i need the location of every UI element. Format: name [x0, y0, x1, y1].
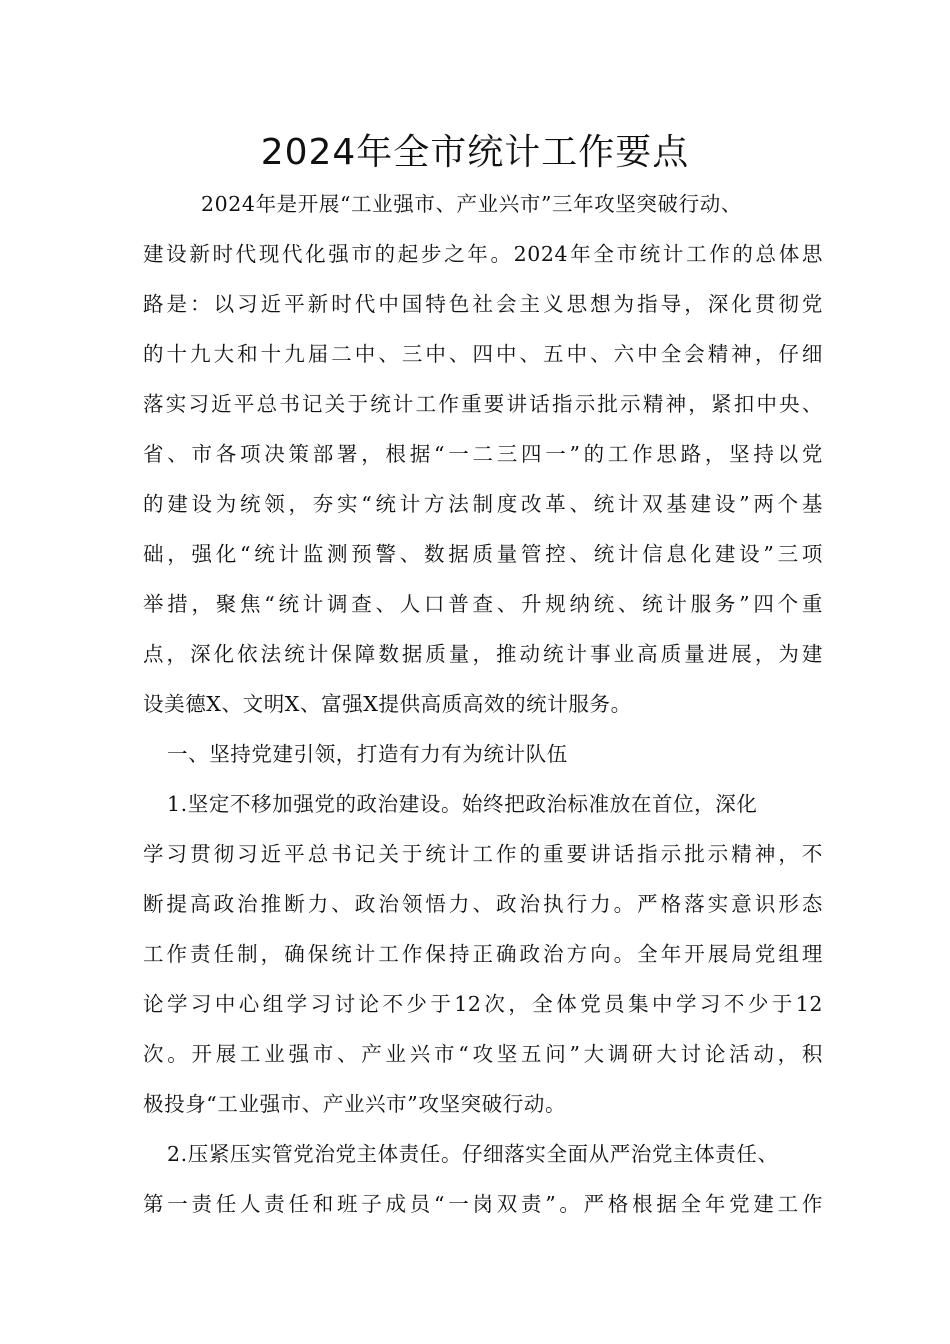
paragraph-line: 1.坚定不移加强党的政治建设。始终把政治标准放在首位，深化	[167, 792, 758, 816]
paragraph-line: 点，深化依法统计保障数据质量，推动统计事业高质量进展，为建	[143, 642, 823, 666]
paragraph-line: 的十九大和十九届二中、三中、四中、五中、六中全会精神，仔细	[143, 342, 823, 366]
paragraph-line: 学习贯彻习近平总书记关于统计工作的重要讲话指示批示精神，不	[143, 842, 823, 866]
paragraph-line: 第一责任人责任和班子成员“一岗双责”。严格根据全年党建工作	[143, 1192, 823, 1216]
paragraph-line: 断提高政治推断力、政治领悟力、政治执行力。严格落实意识形态	[143, 892, 823, 916]
document-body	[143, 179, 823, 1229]
paragraph-line: 落实习近平总书记关于统计工作重要讲话指示批示精神，紧扣中央、	[143, 392, 823, 416]
paragraph-line: 设美德X、文明X、富强X提供高质高效的统计服务。	[143, 692, 632, 716]
paragraph-line: 础，强化“统计监测预警、数据质量管控、统计信息化建设”三项	[143, 542, 823, 566]
paragraph-line: 举措，聚焦“统计调查、人口普查、升规纳统、统计服务”四个重	[143, 592, 823, 616]
paragraph-line: 的建设为统领，夯实“统计方法制度改革、统计双基建设”两个基	[143, 492, 823, 516]
paragraph-line: 极投身“工业强市、产业兴市”攻坚突破行动。	[143, 1092, 567, 1116]
paragraph-line: 省、市各项决策部署，根据“一二三四一”的工作思路，坚持以党	[143, 442, 823, 466]
section-heading: 一、坚持党建引领，打造有力有为统计队伍	[167, 742, 568, 766]
paragraph-line: 次。开展工业强市、产业兴市“攻坚五问”大调研大讨论活动，积	[143, 1042, 823, 1066]
paragraph-line: 论学习中心组学习讨论不少于12次，全体党员集中学习不少于12	[143, 992, 823, 1016]
paragraph-line: 工作责任制，确保统计工作保持正确政治方向。全年开展局党组理	[143, 942, 823, 966]
paragraph-line: 建设新时代现代化强市的起步之年。2024年全市统计工作的总体思	[143, 242, 823, 266]
paragraph-line: 2.压紧压实管党治党主体责任。仔细落实全面从严治党主体责任、	[167, 1142, 779, 1166]
paragraph-line: 2024年是开展“工业强市、产业兴市”三年攻坚突破行动、	[201, 192, 742, 216]
paragraph-line: 路是：以习近平新时代中国特色社会主义思想为指导，深化贯彻党	[143, 292, 823, 316]
document-title: 2024年全市统计工作要点	[260, 132, 690, 173]
